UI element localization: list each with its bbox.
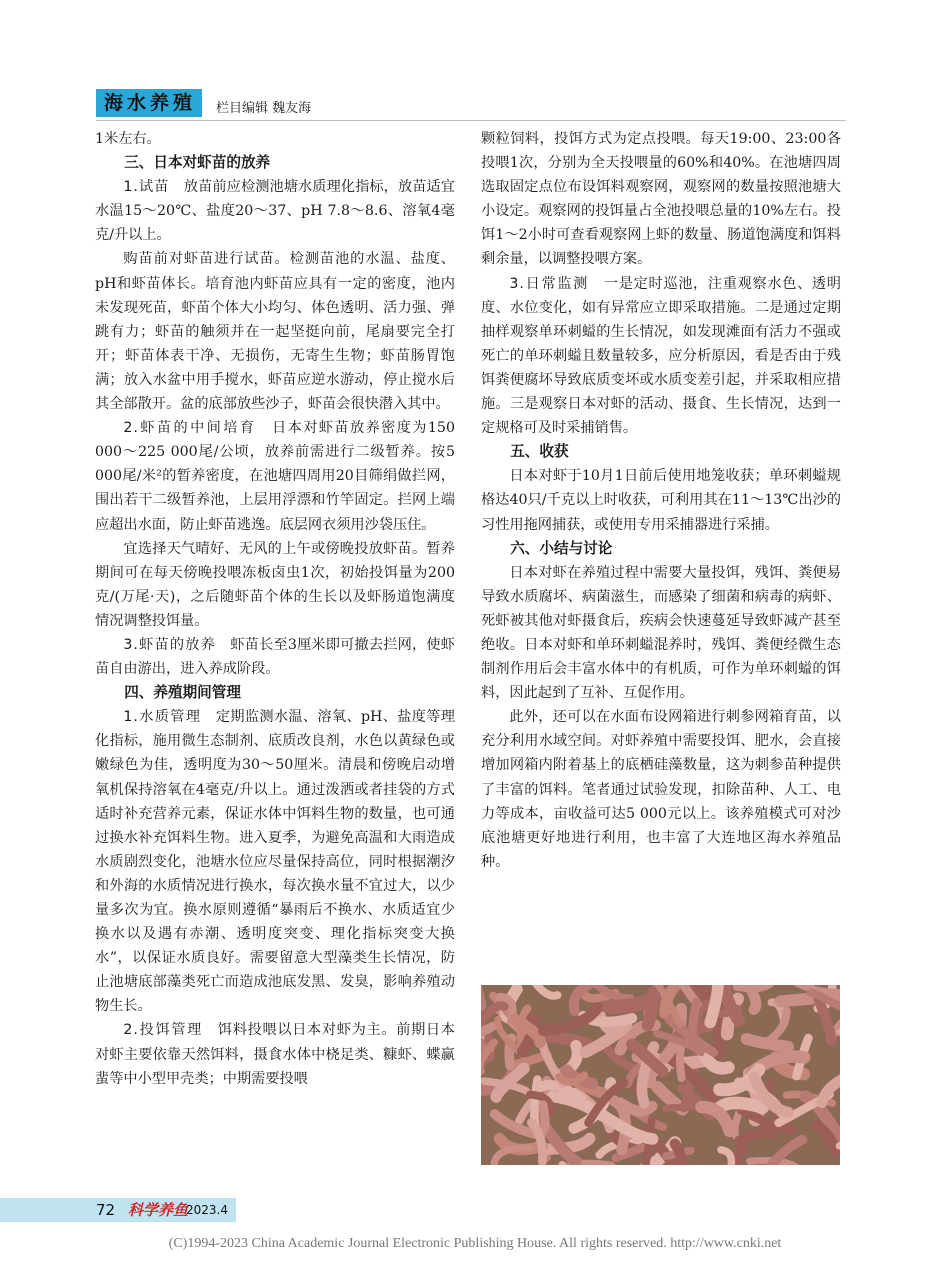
subsection-lead: 1.试苗 [123, 179, 170, 196]
section-heading: 三、日本对虾苗的放养 [124, 154, 271, 172]
worm-shape [541, 1105, 545, 1134]
paragraph-text: 一是定时巡池，注重观察水色、透明度、水位变化，如有异常应立即采取措施。二是通过定期抽样观察单环刺螠的生长情况，如发现滩面有活力不强或死亡的单环刺螠且数量较多，应分析原因，看是否由于残饵粪便腐坏导致底质变坏或水质变差引起，并采取相应措施。三是观察日本对虾的活动、摄食、生长情况，达到一定规格可及时采捕销售。 [481, 275, 841, 437]
section-heading: 四、养殖期间管理 [124, 684, 241, 702]
left-column [95, 127, 455, 1091]
section-heading: 五、收获 [510, 443, 569, 461]
page-number: 72 [96, 1201, 116, 1219]
subsection-lead: 2.虾苗的中间培育 [123, 420, 257, 437]
paragraph [95, 633, 455, 681]
worm-shape [746, 1039, 788, 1047]
worm-shape [701, 1107, 729, 1131]
worm-shape [721, 1150, 732, 1165]
worm-shape [720, 1103, 763, 1108]
sea-worm-photo [481, 985, 840, 1165]
paragraph-text: 宜选择天气晴好、无风的上午或傍晚投放虾苗。暂养期间可在每天傍晚投喂冻板卤虫1次，初始投饵量为200克/(万尾·天)，之后随虾苗个体的生长以及虾肠道饱满度情况调整投饵量。 [95, 540, 455, 629]
paragraph-text: 此外，还可以在水面布设网箱进行刺参网箱育苗，以充分利用水域空间。对虾养殖中需要投饵、肥水，会直接增加网箱内附着基上的底栖硅藻数量，这为刺参苗种提供了丰富的饵料。笔者通过试验发现，扣除苗种、人工、电力等成本，亩收益可达5 000元以上。该养殖模式可对沙底池塘更好地进行利用，也丰富了大连地区海水养殖品种。 [481, 709, 841, 870]
column-editor: 栏目编辑 魏友海 [216, 101, 312, 116]
subsection-lead: 2.投饵管理 [123, 1022, 204, 1039]
paragraph [95, 1018, 455, 1090]
paragraph-text: 饵料投喂以日本对虾为主。前期日本对虾主要依靠天然饵料，摄食水体中桡足类、糠虾、蝶赢蜚等中小型甲壳类；中期需要投喂 [95, 1022, 455, 1087]
column-title: 海水养殖 [104, 92, 197, 114]
paragraph [481, 127, 841, 272]
paragraph [481, 464, 841, 536]
worm-shape [739, 1133, 772, 1141]
paragraph [95, 247, 455, 416]
worm-shape [748, 985, 756, 1010]
paragraph-text: 颗粒饲料，投饵方式为定点投喂。每天19:00、23:00各投喂1次，分别为全天投喂量的60%和40%。在池塘四周选取固定点位布设饵料观察网，观察网的数量按照池塘大小设定。观察网的投饵量占全池投喂总量的10%左右。投饵1～2小时可查看观察网上虾的数量、肠道饱满度和饵料剩余量，以调整投喂方案。 [481, 131, 841, 268]
worm-shape [666, 1107, 694, 1109]
paragraph-text: 虾苗长至3厘米即可撤去拦网，使虾苗自由游出，进入养成阶段。 [95, 636, 455, 678]
subsection-lead: 1.水质管理 [123, 709, 202, 726]
paragraph-text: 购苗前对虾苗进行试苗。检测苗池的水温、盐度、pH和虾苗体长。培育池内虾苗应具有一定的密度，池内未发现死苗，虾苗个体大小均匀、体色透明、活力强、弹跳有力；虾苗的触须并在一起坚挺向前，尾扇要完全打开；虾苗体表干净、无损伤，无寄生生物；虾苗肠胃饱满；放入水盆中用手搅水，虾苗应逆水游动，停止搅水后其全部散开。盆的底部放些沙子，虾苗会很快潜入其中。 [95, 251, 455, 413]
right-column [481, 127, 841, 874]
paragraph [95, 537, 455, 633]
journal-logo: 科学养鱼 [128, 1201, 189, 1219]
paragraph [95, 416, 455, 536]
worm-shape [494, 1148, 529, 1164]
worm-shape [839, 1141, 840, 1146]
paragraph-text: 放苗前应检测池塘水质理化指标，放苗适宜水温15～20℃、盐度20～37、pH 7.8～8.6、溶氧4毫克/升以上。 [95, 179, 455, 244]
worm-shape [481, 1026, 493, 1033]
worm-shape [535, 985, 557, 996]
paragraph-text: 1米左右。 [95, 131, 161, 147]
paragraph-text: 日本对虾于10月1日前后使用地笼收获；单环刺螠规格达40只/千克以上时收获，可利用其在11～13℃出沙的习性用拖网捕获，或使用专用采捕器进行采捕。 [481, 468, 841, 533]
subsection-lead: 3.日常监测 [509, 275, 590, 292]
paragraph [481, 272, 841, 441]
copyright-notice: (C)1994-2023 China Academic Journal Electronic Publishing House. All rights reserved. http://www.cnki.net [168, 1236, 782, 1251]
paragraph-text: 日本对虾在养殖过程中需要大量投饵，残饵、粪便易导致水质腐坏、病菌滋生，而感染了细菌和病毒的病虾、死虾被其他对虾摄食后，疾病会快速蔓延导致虾减产甚至绝收。日本对虾和单环刺螠混养时，残饵、粪便经微生态制剂作用后会丰富水体中的有机质，可作为单环刺螠的饵料，因此起到了互补、互促作用。 [481, 564, 841, 702]
paragraph-text: 日本对虾苗放养密度为150 000～225 000尾/公顷，放养前需进行二级暂养。按5 000尾/米²的暂养密度，在池塘四周用20目筛绢做拦网，围出若干二级暂养池，上层用浮漂和竹竿固定。拦网上端应超出水面，防止虾苗逃逸。底层网衣须用沙袋压住。 [95, 420, 455, 533]
paragraph [95, 127, 455, 151]
worm-shape [692, 1002, 696, 1047]
paragraph-text: 定期监测水温、溶氧、pH、盐度等理化指标，施用微生态制剂、底质改良剂，水色以黄绿色或嫩绿色为佳，透明度为30～50厘米。清晨和傍晚启动增氧机保持溶氧在4毫克/升以上。通过泼洒或者挂袋的方式适时补充营养元素，保证水体中饵料生物的数量，也可通过换水补充饵料生物。进入夏季，为避免高温和大雨造成水质剧烈变化，池塘水位应尽量保持高位，同时根据潮汐和外海的水质情况进行换水，每次换水量不宜过大，以少量多次为宜。换水原则遵循“暴雨后不换水、水质适宜少换水以及遇有赤潮、透明度突变、理化指标突变大换水”，以保证水质良好。需要留意大型藻类生长情况，防止池塘底部藻类死亡而造成池底发黑、发臭，影响养殖动物生长。 [95, 709, 455, 1015]
header-rule [96, 120, 846, 121]
paragraph [95, 175, 455, 247]
paragraph [95, 705, 455, 1018]
section-heading: 六、小结与讨论 [510, 539, 613, 557]
paragraph [481, 561, 841, 706]
issue-number: 2023.4 [186, 1203, 228, 1217]
paragraph [481, 705, 841, 874]
subsection-lead: 3.虾苗的放养 [123, 636, 216, 653]
